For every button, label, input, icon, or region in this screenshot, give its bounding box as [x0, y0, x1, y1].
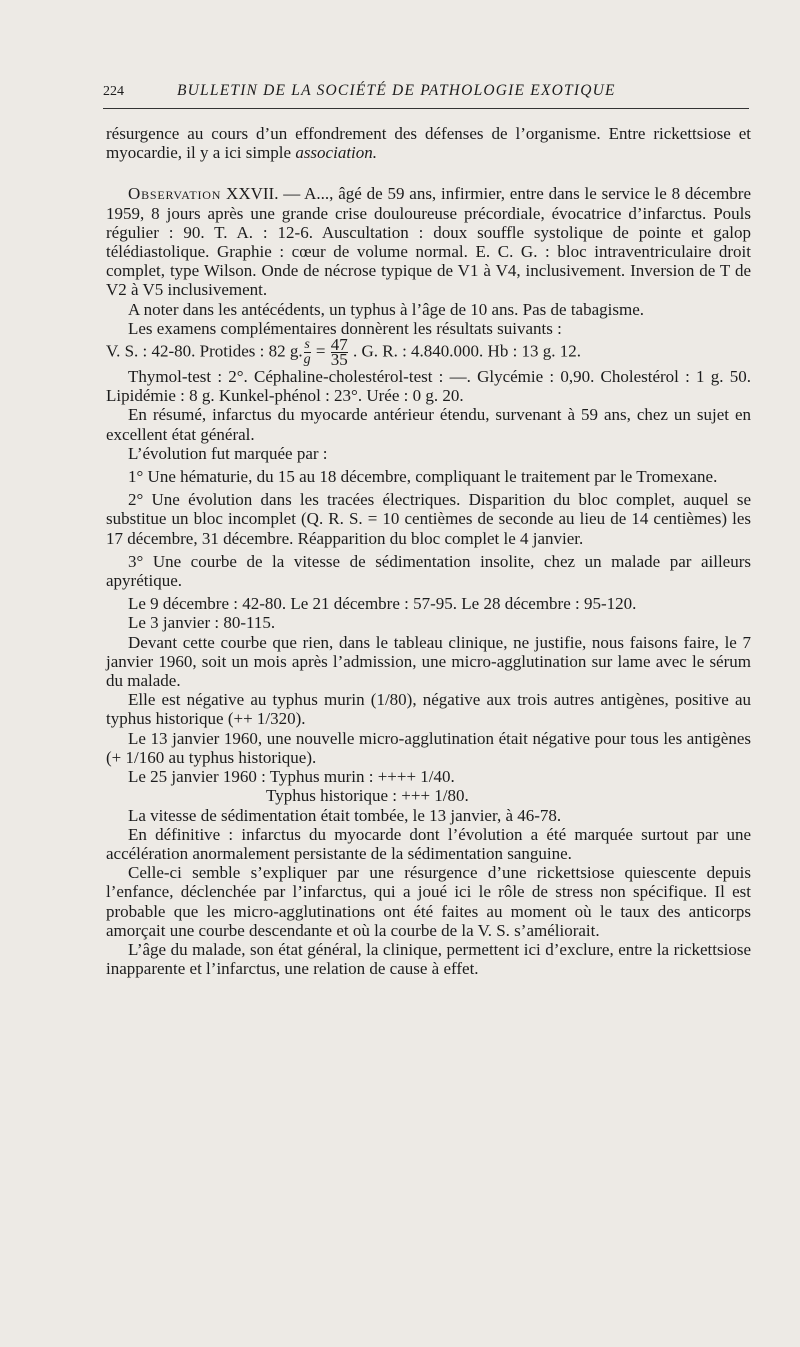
paragraph-resume: En résumé, infarctus du myocarde antérieur étendu, survenant à 59 ans, chez un sujet en excellent état général.: [106, 405, 751, 444]
paragraph-antecedents: A noter dans les antécédents, un typhus à l’âge de 10 ans. Pas de tabagisme.: [128, 299, 645, 319]
paragraph-negative: Elle est négative au typhus murin (1/80), négative aux trois autres antigènes, positive au typhus historique (++ 1/320).: [106, 690, 751, 729]
paragraph-examens: Les examens complémentaires donnèrent les résultats suivants :: [128, 318, 562, 338]
paragraph-dates-1: Le 9 décembre : 42-80. Le 21 décembre : 57-95. Le 28 décembre : 95-120.: [128, 594, 637, 614]
body-text: [106, 124, 751, 978]
page-header: [103, 82, 749, 109]
list-item-3: 3° Une courbe de la vitesse de sédimentation insolite, chez un malade par ailleurs apyrétique.: [106, 551, 751, 591]
observation-label: Observation: [128, 184, 222, 204]
paragraph-intro: résurgence au cours d’un effondrement des défenses de l’organisme. Entre rickettsiose et myocardie, il y a ici simple association.: [106, 124, 751, 163]
paragraph-13-janvier: Le 13 janvier 1960, une nouvelle micro-agglutination était négative pour tous les antigènes (+ 1/160 au typhus historique).: [106, 728, 751, 767]
paragraph-thymol: Thymol-test : 2°. Céphaline-cholestérol-test : —. Glycémie : 0,90. Cholestérol : 1 g. 50. Lipidémie : 8 g. Kunkel-phénol : 23°. Urée : 0 g. 20.: [106, 367, 751, 406]
paragraph-dates-2: Le 3 janvier : 80-115.: [128, 613, 276, 633]
list-item-1: 1° Une hématurie, du 15 au 18 décembre, compliquant le traitement par le Tromexane.: [128, 467, 718, 487]
paragraph-25-janvier: Le 25 janvier 1960 : Typhus murin : ++++ 1/40.: [128, 767, 455, 787]
ratio-47-over-35: $\frac{47}{35}$: [330, 335, 348, 370]
lab-results-equation: V. S. : 42-80. Protides : 82 g. $\frac{s}{g}$ = $\frac{47}{35}$ . G. R. : 4.840.000. Hb : 13 g. 12.: [106, 335, 582, 370]
paragraph-evolution: L’évolution fut marquée par :: [128, 443, 328, 463]
paragraph-devant: Devant cette courbe que rien, dans le tableau clinique, ne justifie, nous faisons faire, le 7 janvier 1960, soit un mois après l’admission, une micro-agglutination sur lame avec le sérum du malade.: [106, 632, 751, 691]
paragraph-definitive: En définitive : infarctus du myocarde dont l’évolution a été marquée surtout par une accélération anormalement persistante de la sédimentation sanguine.: [106, 824, 751, 863]
emphasis-association: association.: [295, 143, 378, 163]
paragraph-typhus-historique: Typhus historique : +++ 1/80.: [266, 786, 469, 806]
paragraph-celle-ci: Celle-ci semble s’expliquer par une résurgence d’une rickettsiose quiescente depuis l’enfance, déclenchée par l’infarctus, qui a joué ici le rôle de stress non spécifique. Il est probable que les micro-agglutinations ont été faites au moment où le taux des anticorps amorçait une courbe descendante et où la courbe de la V. S. s’améliorait.: [106, 863, 751, 940]
paragraph-age: L’âge du malade, son état général, la clinique, permettent ici d’exclure, entre la rickettsiose inapparente et l’infarctus, une relation de cause à effet.: [106, 939, 751, 979]
running-title: BULLETIN DE LA SOCIÉTÉ DE PATHOLOGIE EXOTIQUE: [177, 82, 616, 99]
ratio-s-over-g: $\frac{s}{g}$: [303, 337, 311, 368]
paragraph-observation: Observation XXVII. — A..., âgé de 59 ans, infirmier, entre dans le service le 8 décembre 1959, 8 jours après une grande crise douloureuse précordiale, évocatrice d’infarctus. Pouls régulier : 90. T. A. : 12-6. Auscultation : doux souffle systolique de pointe et galop télédiastolique. Graphie : cœur de volume normal. E. C. G. : bloc intraventriculaire droit complet, type Wilson. Onde de nécrose typique de V1 à V4, inclusivement. Inversion de T de V2 à V5 inclusivement.: [106, 184, 751, 300]
list-item-2: 2° Une évolution dans les tracées électriques. Disparition du bloc complet, auquel se substitue un bloc incomplet (Q. R. S. = 10 centièmes de seconde au lieu de 14 centièmes) les 17 décembre, 31 décembre. Réapparition du bloc complet le 4 janvier.: [106, 490, 751, 548]
paragraph-vitesse: La vitesse de sédimentation était tombée, le 13 janvier, à 46-78.: [128, 805, 562, 825]
page-number: 224: [103, 84, 124, 99]
